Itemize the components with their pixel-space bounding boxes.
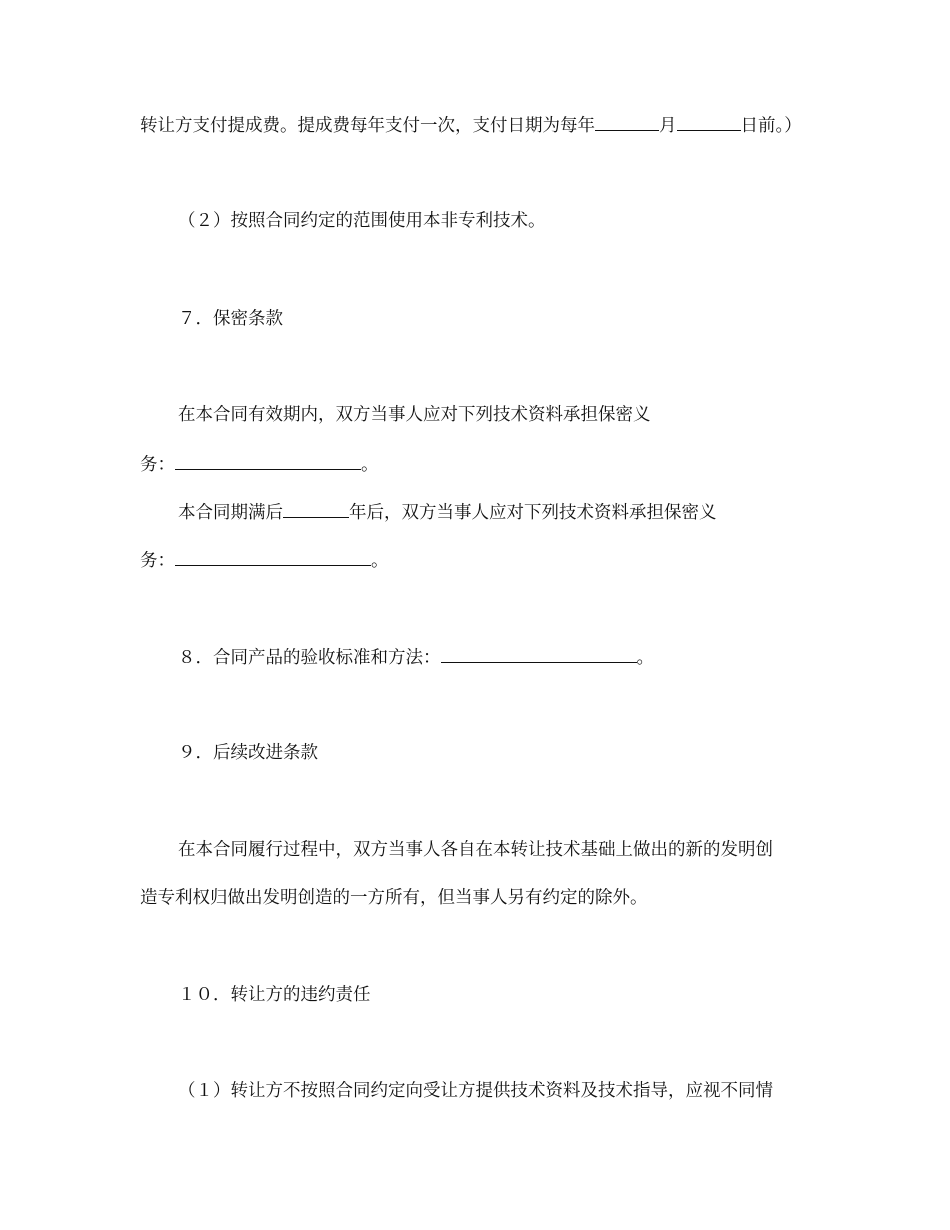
text: 造专利权归做出发明创造的一方所有，但当事人另有约定的除外。 (140, 888, 648, 908)
section-heading (178, 645, 654, 669)
text: ７．保密条款 (178, 309, 283, 329)
section-heading (178, 307, 283, 331)
clause-text (178, 209, 546, 233)
text: 转让方支付提成费。提成费每年支付一次，支付日期为每年 (140, 116, 595, 136)
section-heading (178, 983, 371, 1007)
payment-date-line (140, 113, 802, 137)
clause-text (178, 403, 651, 427)
text: ８．合同产品的验收标准和方法： (178, 648, 441, 668)
blank-line (283, 500, 349, 518)
text: 本合同期满后 (178, 503, 283, 523)
text: 日前。） (740, 116, 802, 136)
clause-text (140, 548, 389, 572)
text: ９．后续改进条款 (178, 743, 318, 763)
text: 在本合同有效期内，双方当事人应对下列技术资料承担保密义 (178, 405, 651, 425)
text: 月 (659, 116, 677, 136)
clause-text (178, 500, 717, 524)
blank-line (175, 548, 371, 566)
text: （１）转让方不按照合同约定向受让方提供技术资料及技术指导，应视不同情 (178, 1081, 773, 1101)
blank-line (441, 645, 637, 663)
text: 在本合同履行过程中，双方当事人各自在本转让技术基础上做出的新的发明创 (178, 840, 773, 860)
text: 务： (140, 551, 175, 571)
clause-text (140, 886, 648, 910)
text: 。 (636, 648, 654, 668)
text: 务： (140, 455, 175, 475)
blank-line (175, 452, 361, 470)
text: 。 (361, 455, 379, 475)
text: １０．转让方的违约责任 (178, 985, 371, 1005)
text: （２）按照合同约定的范围使用本非专利技术。 (178, 211, 546, 231)
section-heading (178, 741, 318, 765)
clause-text (140, 452, 379, 476)
blank-line (595, 113, 659, 131)
text: 年后，双方当事人应对下列技术资料承担保密义 (349, 503, 717, 523)
blank-line (677, 113, 741, 131)
text: 。 (371, 551, 389, 571)
clause-text (178, 838, 773, 862)
clause-text (178, 1079, 773, 1103)
